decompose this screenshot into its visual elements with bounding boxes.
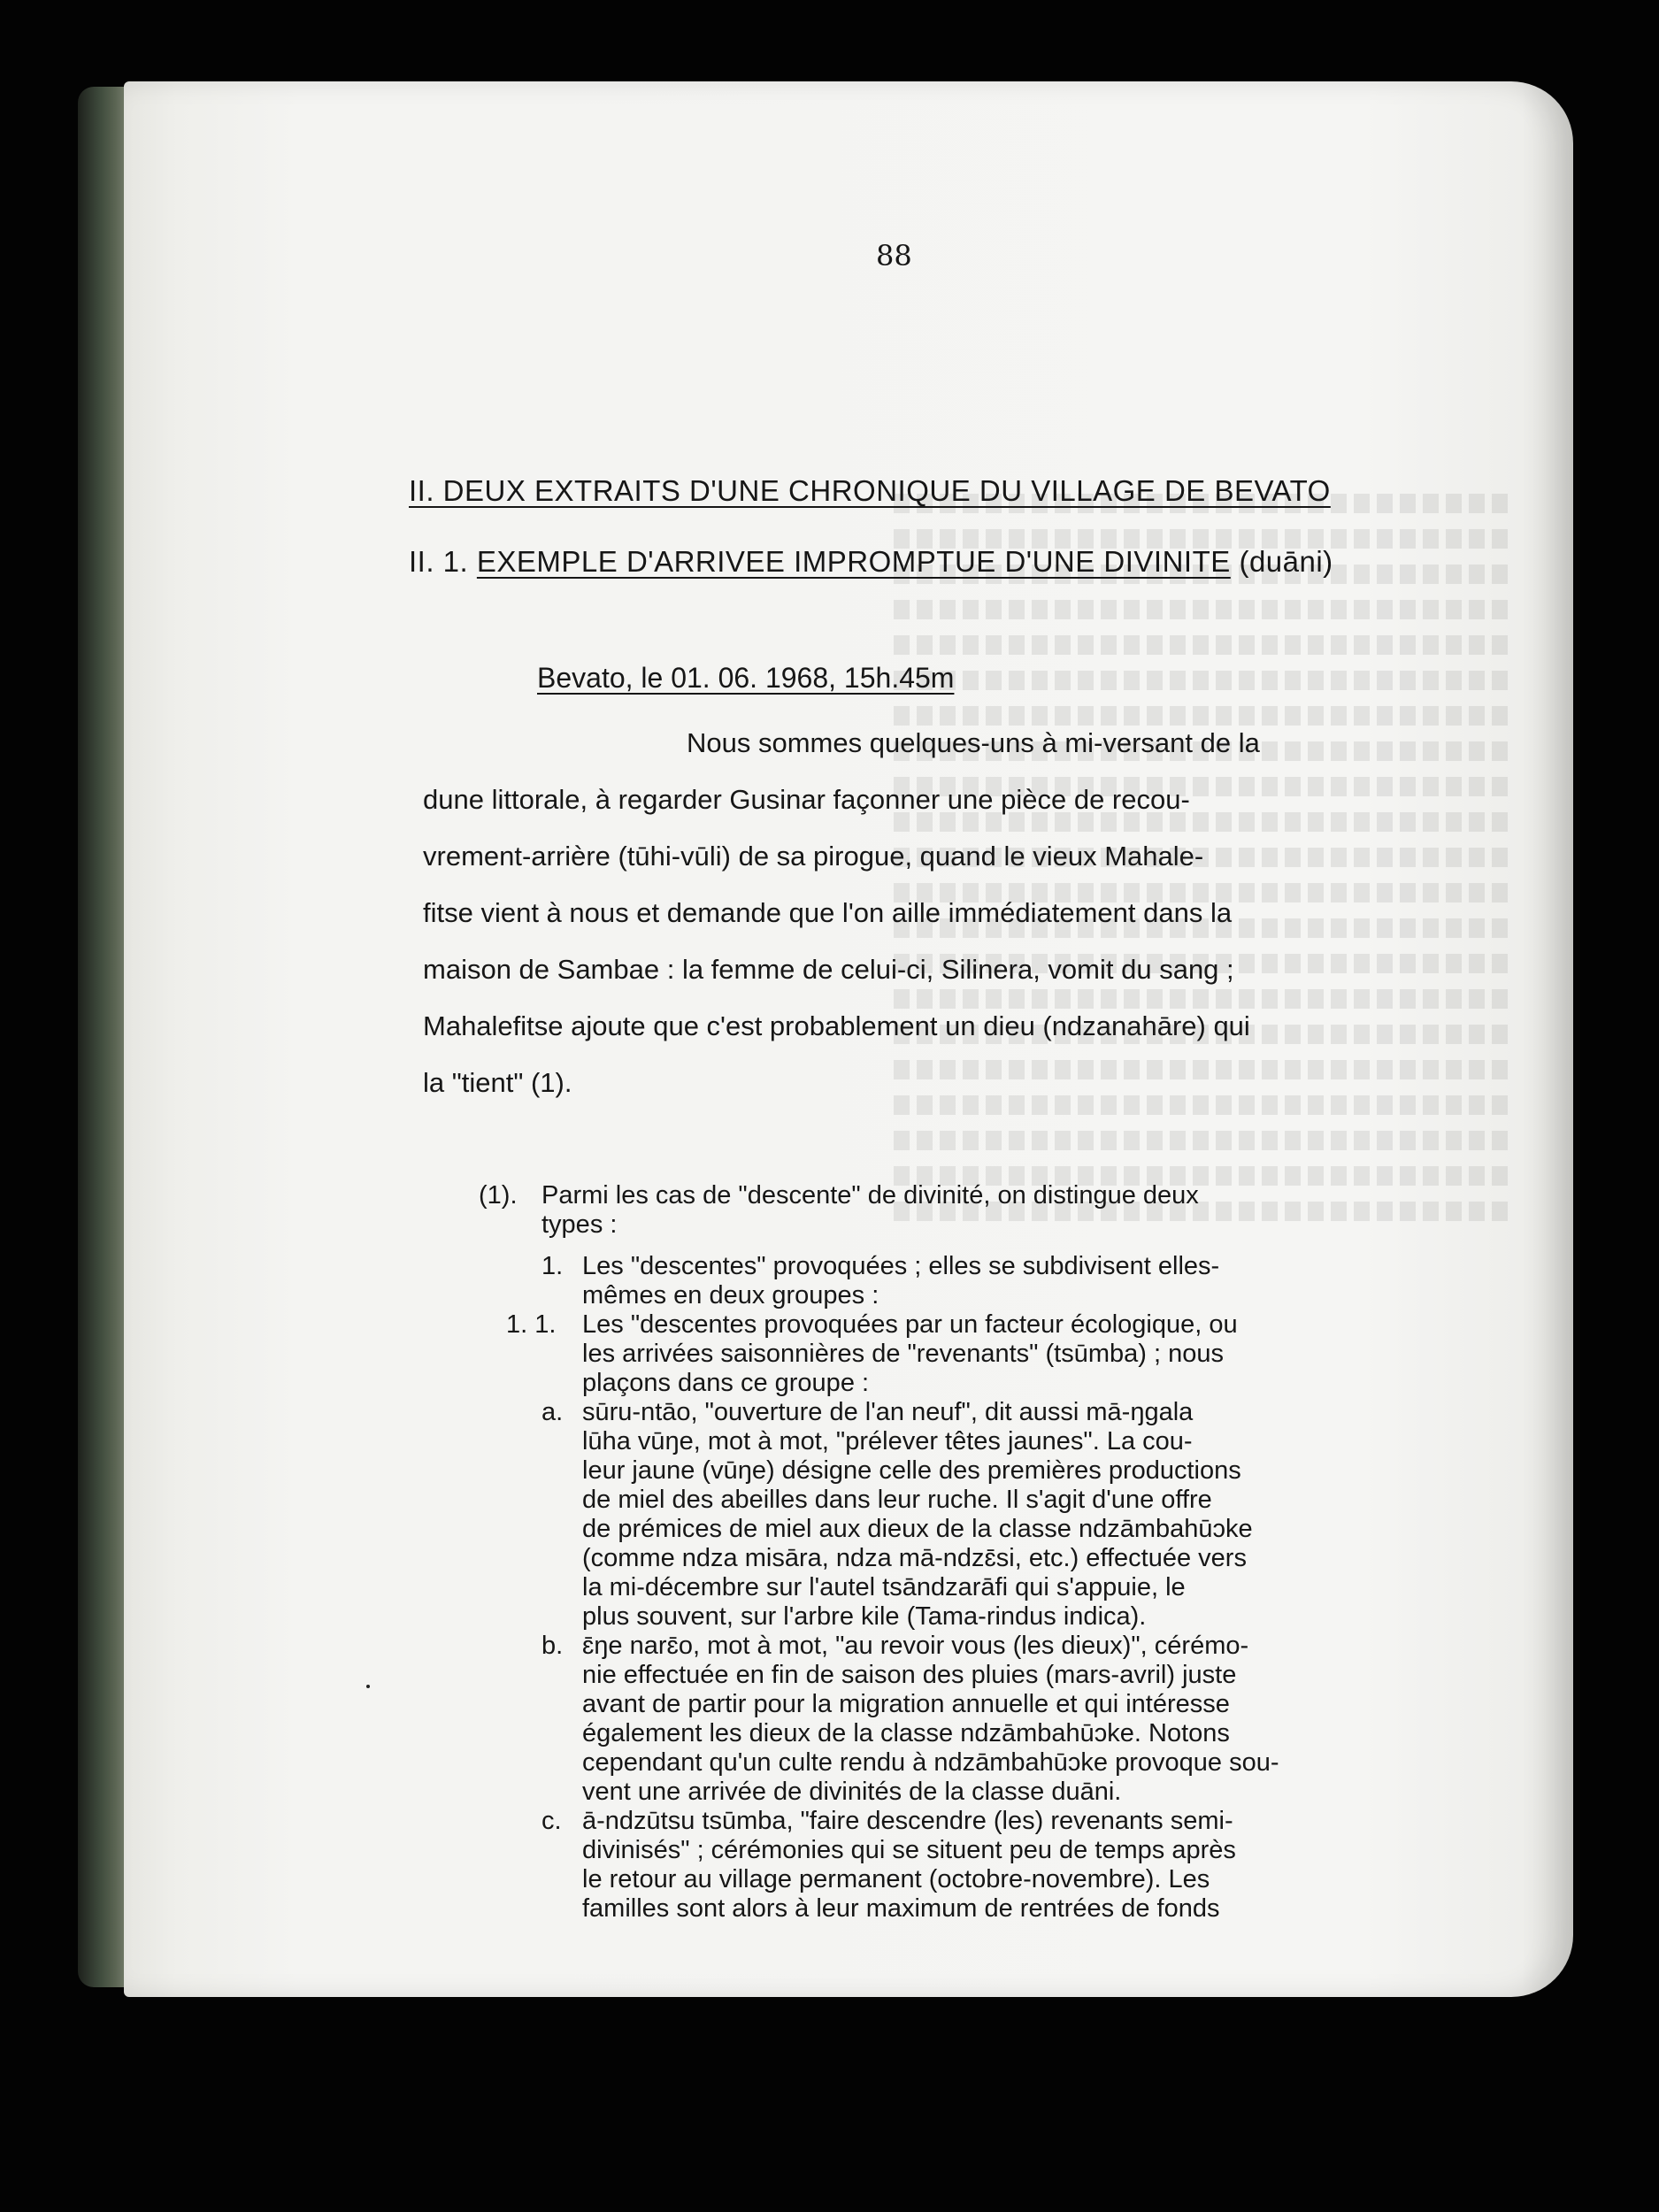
footnote-item [582,1807,1511,1924]
footnote-line: de miel des abeilles dans leur ruche. Il s'agit d'une offre [582,1486,1212,1514]
footnote-line: familles sont alors à leur maximum de rentrées de fonds [582,1894,1220,1923]
footnote-item [582,1632,1511,1807]
paragraph-line: dune littorale, à regarder Gusinar façonner une pièce de recou- [423,784,1190,815]
paper-speck [366,1685,370,1688]
footnote-intro [541,1181,1471,1240]
footnote-line: Les "descentes" provoquées ; elles se subdivisent elles- [582,1252,1220,1280]
footnote-line: Les "descentes provoquées par un facteur écologique, ou [582,1310,1238,1339]
footnote-line: les arrivées saisonnières de "revenants" (tsūmba) ; nous [582,1340,1224,1368]
footnote-line: le retour au village permanent (octobre-novembre). Les [582,1865,1210,1893]
section-heading-text: II. DEUX EXTRAITS D'UNE CHRONIQUE DU VILLAGE DE BEVATO [409,474,1331,507]
subsection-number: II. 1. [409,545,477,578]
subsection-heading [409,545,1333,579]
subsection-title: EXEMPLE D'ARRIVEE IMPROMPTUE D'UNE DIVINITE [476,545,1231,578]
footnote-line: cependant qu'un culte rendu à ndzāmbahūɔke provoque sou- [582,1748,1279,1777]
item-label: b. [541,1632,564,1660]
paragraph-line: fitse vient à nous et demande que l'on aille immédiatement dans la [423,897,1233,928]
dateline-text: Bevato, le 01. 06. 1968, 15h.45m [537,662,955,694]
footnote-item [582,1310,1511,1398]
item-label: 1. [541,1252,564,1280]
footnote-line: mêmes en deux groupes : [582,1281,879,1310]
page-number: 88 [876,239,912,273]
footnote-line: divinisés" ; cérémonies qui se situent peu de temps après [582,1836,1236,1864]
paragraph-line: Nous sommes quelques-uns à mi-versant de la [687,727,1260,758]
footnote-item [582,1398,1511,1632]
footnote-line: avant de partir pour la migration annuelle et qui intéresse [582,1690,1230,1718]
footnote-line: vent une arrivée de divinités de la classe duāni. [582,1778,1122,1806]
paragraph-line: maison de Sambae : la femme de celui-ci, Silinera, vomit du sang ; [423,954,1234,985]
footnote-line: types : [541,1210,618,1239]
footnote-line: ā-ndzūtsu tsūmba, "faire descendre (les) revenants semi- [582,1807,1233,1835]
footnote-line: également les dieux de la classe ndzāmbahūɔke. Notons [582,1719,1230,1747]
dateline [537,662,954,695]
footnote-line: leur jaune (vūŋe) désigne celle des premières productions [582,1456,1241,1485]
narrative-paragraph [423,715,1423,1111]
footnote-line: ɛ̄ŋe narɛ̄o, mot à mot, "au revoir vous (les dieux)", cérémo- [582,1632,1249,1660]
item-label: 1. 1. [506,1310,557,1339]
item-label: a. [541,1398,564,1426]
footnote-line: sūru-ntāo, "ouverture de l'an neuf", dit aussi mā-ŋgala [582,1398,1194,1426]
footnote-line: lūha vūŋe, mot à mot, "prélever têtes jaunes". La cou- [582,1427,1193,1455]
footnote-line: plaçons dans ce groupe : [582,1369,870,1397]
footnote-line: de prémices de miel aux dieux de la classe ndzāmbahūɔke [582,1515,1253,1543]
subsection-term: (duāni) [1239,545,1333,578]
footnote-item [582,1252,1511,1310]
footnote-line: la mi-décembre sur l'autel tsāndzarāfi qui s'appuie, le [582,1573,1186,1601]
footnote-line: nie effectuée en fin de saison des pluies (mars-avril) juste [582,1661,1237,1689]
footnote-line: (comme ndza misāra, ndza mā-ndzɛ̄si, etc.) effectuée vers [582,1544,1247,1572]
footnote-line: Parmi les cas de "descente" de divinité, on distingue deux [541,1181,1199,1210]
section-heading [409,474,1331,508]
paragraph-line: Mahalefitse ajoute que c'est probablement un dieu (ndzanahāre) qui [423,1010,1250,1041]
paragraph-line: vrement-arrière (tūhi-vūli) de sa pirogue, quand le vieux Mahale- [423,841,1204,872]
footnote-line: plus souvent, sur l'arbre kile (Tama-rindus indica). [582,1602,1147,1631]
item-label: c. [541,1807,562,1835]
footnote-marker: (1). [479,1181,518,1210]
paragraph-line: la "tient" (1). [423,1067,572,1098]
